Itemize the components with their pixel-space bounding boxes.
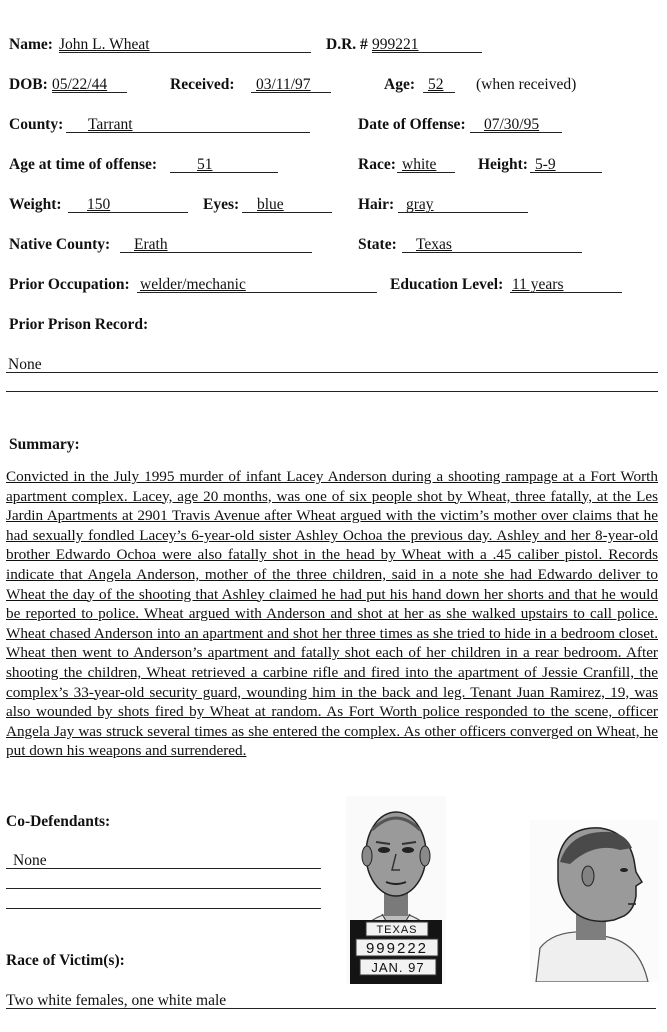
prior-record-rule-2: [6, 391, 658, 392]
age-offense-value: 51: [197, 156, 213, 173]
placard-line-2: 999222: [365, 940, 429, 957]
state-rule: [402, 252, 582, 253]
co-defendants-rule-2: [6, 888, 321, 889]
county-rule: [66, 132, 310, 133]
hair-value: gray: [406, 196, 434, 213]
race-label: Race:: [358, 156, 396, 173]
age-note: (when received): [476, 76, 577, 93]
offense-date-label: Date of Offense:: [358, 116, 466, 133]
dob-label: DOB:: [9, 76, 48, 93]
prior-occupation-rule: [137, 292, 377, 293]
placard-line-3: JAN. 97: [371, 960, 425, 975]
state-value: Texas: [416, 236, 452, 253]
race-value: white: [402, 156, 437, 173]
weight-rule: [68, 212, 188, 213]
weight-value: 150: [87, 196, 111, 213]
age-value: 52: [428, 76, 444, 93]
county-label: County:: [9, 116, 64, 133]
front-view-image: [346, 796, 446, 984]
eyes-value: blue: [257, 196, 284, 213]
prior-record-label: Prior Prison Record:: [9, 316, 149, 333]
name-rule: [59, 52, 311, 53]
offense-date-value: 07/30/95: [484, 116, 540, 133]
race-of-victims-label: Race of Victim(s):: [6, 952, 125, 969]
dob-value: 05/22/44: [52, 76, 108, 93]
age-rule: [423, 92, 455, 93]
dr-value: 999221: [372, 36, 419, 53]
prior-occupation-value: welder/mechanic: [140, 276, 246, 293]
received-value: 03/11/97: [256, 76, 311, 93]
state-label: State:: [358, 236, 397, 253]
co-defendants-label: Co-Defendants:: [6, 813, 111, 830]
placard-line-1: TEXAS: [376, 924, 418, 936]
received-rule: [251, 92, 331, 93]
dr-label: D.R. #: [326, 36, 368, 53]
mugshot-profile-photo: [530, 820, 658, 982]
age-label: Age:: [384, 76, 415, 93]
education-rule: [510, 292, 622, 293]
county-value: Tarrant: [88, 116, 133, 133]
weight-label: Weight:: [9, 196, 62, 213]
offense-date-rule: [470, 132, 562, 133]
education-label: Education Level:: [390, 276, 504, 293]
hair-rule: [398, 212, 528, 213]
eyes-label: Eyes:: [203, 196, 240, 213]
prior-record-rule-1: [6, 372, 658, 373]
received-label: Received:: [170, 76, 235, 93]
co-defendants-rule-3: [6, 908, 321, 909]
age-offense-label: Age at time of offense:: [9, 156, 158, 173]
height-rule: [530, 172, 602, 173]
education-value: 11 years: [512, 276, 564, 293]
native-county-rule: [120, 252, 312, 253]
summary-text: Convicted in the July 1995 murder of infant Lacey Anderson during a shooting rampage at a Fort Worth apartment complex. Lacey, age 20 months, was one of six people shot by Wheat, three fatally, at the Les Jardin Apartments at 2901 Travis Avenue after Wheat argued with the victim’s mother over claims that he had sexually fondled Lacey’s 6-year-old sister Ashley Ochoa the previous day. Ashley and her 8-year-old brother Edwardo Ochoa were also fatally shot in the head by Wheat with a .45 caliber pistol. Records indicate that Angela Anderson, mother of the three children, said in a note she had Edwardo deliver to Wheat the day of the shooting that Ashley claimed he had put his hand down her shorts and that he would be reported to police. Wheat argued with Anderson and shot at her as she walked upstairs to call police. Wheat chased Anderson into an apartment and shot her three times as she tried to hide in a bedroom closet. Wheat then went to Anderson’s apartment and fatally shot each of her children in a rear bedroom. After shooting the children, Wheat retrieved a carbine rifle and fired into the apartment of Jessie Cranfill, the complex’s 33-year-old security guard, wounding him in the back and leg. Tenant Juan Ramirez, 19, was also wounded by shots fired by Wheat at random. As Fort Worth police responded to the scene, officer Angela Jay was struck several times as she entered the complex. As other officers converged on Wheat, he put down his weapons and surrendered.: [6, 468, 658, 760]
native-county-value: Erath: [134, 236, 168, 253]
prior-occupation-label: Prior Occupation:: [9, 276, 130, 293]
race-of-victims-value: Two white females, one white male: [6, 992, 227, 1009]
hair-label: Hair:: [358, 196, 395, 213]
name-label: Name:: [9, 36, 53, 53]
age-offense-rule: [170, 172, 278, 173]
prior-record-value: None: [8, 356, 42, 373]
profile-view-image: [530, 820, 658, 982]
race-rule: [397, 172, 455, 173]
race-of-victims-rule: [6, 1008, 656, 1009]
co-defendants-value: None: [13, 852, 47, 869]
native-county-label: Native County:: [9, 236, 111, 253]
height-value: 5-9: [535, 156, 556, 173]
dob-rule: [52, 92, 127, 93]
summary-label: Summary:: [9, 436, 80, 453]
eyes-rule: [242, 212, 332, 213]
dr-rule: [372, 52, 482, 53]
height-label: Height:: [478, 156, 528, 173]
name-value: John L. Wheat: [59, 36, 150, 53]
co-defendants-rule-1: [6, 868, 321, 869]
mugshot-front-photo: [346, 796, 446, 984]
